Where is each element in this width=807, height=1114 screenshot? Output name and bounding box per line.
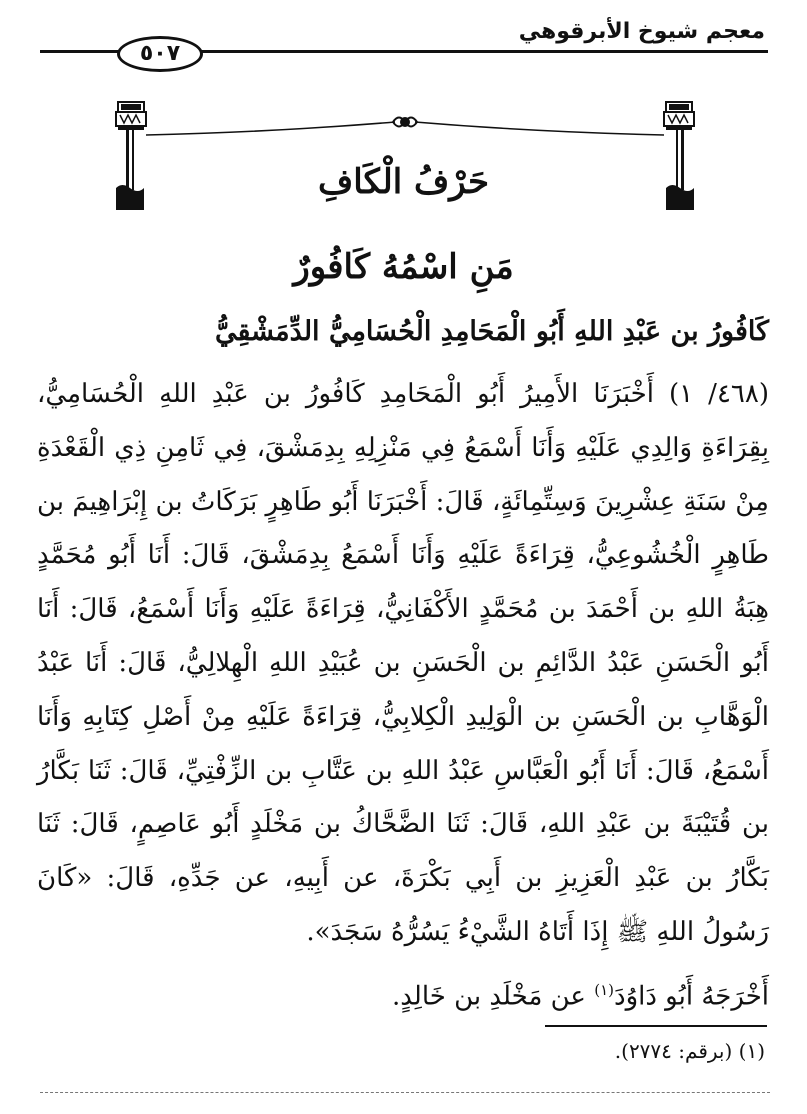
arch-line [146, 122, 395, 135]
footnote: (١) (برقم: ٢٧٧٤). [614, 1039, 765, 1063]
bottom-rule [40, 1092, 770, 1094]
page-number: ٥٠٧ [117, 36, 203, 72]
hadith-paragraph: (٤٦٨/ ١) أَخْبَرَنَا الأَمِيرُ أَبُو الْمَحَامِدِ كَافُورُ بن عَبْدِ اللهِ الْحُسَامِيُّ، بِقِرَاءَةِ وَالِدِي عَلَيْهِ وَأَنَا أَسْمَعُ فِي مَنْزِلِهِ بِدِمَشْقَ، فِي ثَامِنِ ذِي الْقَعْدَةِ مِنْ سَنَةِ عِشْرِينَ وَسِتِّمِائَةٍ، قَالَ: أَخْبَرَنَا أَبُو طَاهِرٍ بَرَكَاتُ بن إِبْرَاهِيمَ بن طَاهِرٍ الْخُشُوعِيُّ، قِرَاءَةً عَلَيْهِ وَأَنَا أَسْمَعُ بِدِمَشْقَ، قَالَ: أَنَا أَبُو مُحَمَّدٍ هِبَةُ اللهِ بن أَحْمَدَ بن مُحَمَّدٍ الأَكْفَانِيُّ، قِرَاءَةً عَلَيْهِ وَأَنَا أَسْمَعُ، قَالَ: أَنَا أَبُو الْحَسَنِ عَبْدُ الدَّائِمِ بن الْحَسَنِ بن عُبَيْدِ اللهِ الْهِلالِيُّ، قَالَ: أَنَا عَبْدُ الْوَهَّابِ بن الْحَسَنِ بن الْوَلِيدِ الْكِلابِيُّ، قِرَاءَةً عَلَيْهِ مِنْ أَصْلِ كِتَابِهِ وَأَنَا أَسْمَعُ، قَالَ: أَنَا أَبُو الْعَبَّاسِ عَبْدُ اللهِ بن عَتَّابِ بن الزِّفْتِيِّ، قَالَ: ثَنَا بَكَّارُ بن قُتَيْبَةَ بن عَبْدِ اللهِ، قَالَ: ثَنَا الضَّحَّاكُ بن مَخْلَدٍ أَبُو عَاصِمٍ، قَالَ: ثَنَا بَكَّارُ بن عَبْدِ الْعَزِيزِ بن أَبِي بَكْرَةَ، عن أَبِيهِ، عن جَدِّهِ، قَالَ: «كَانَ رَسُولُ اللهِ ﷺ إِذَا أَتَاهُ الشَّيْءُ يَسُرُّهُ سَجَدَ». [37, 379, 769, 947]
footnote-marker[interactable]: (١) [594, 981, 614, 999]
takhrij-line [49, 970, 769, 1017]
takhrij-text-end: عن مَخْلَدِ بن خَالِدٍ. [392, 981, 595, 1012]
footnote-rule [545, 1025, 767, 1027]
entry-heading: كَافُورُ بن عَبْدِ اللهِ أَبُو الْمَحَامِدِ الْحُسَامِيُّ الدِّمَشْقِيُّ [214, 316, 769, 347]
hadith-text [37, 368, 769, 960]
chapter-title: حَرْفُ الْكَافِ [317, 162, 490, 202]
takhrij-text: أَخْرَجَهُ أَبُو دَاوُدَ [613, 981, 769, 1012]
center-flower-ornament [393, 117, 417, 127]
book-title: معجم شيوخ الأبرقوهي [518, 19, 765, 44]
section-title: مَنِ اسْمُهُ كَافُورٌ [293, 247, 514, 287]
